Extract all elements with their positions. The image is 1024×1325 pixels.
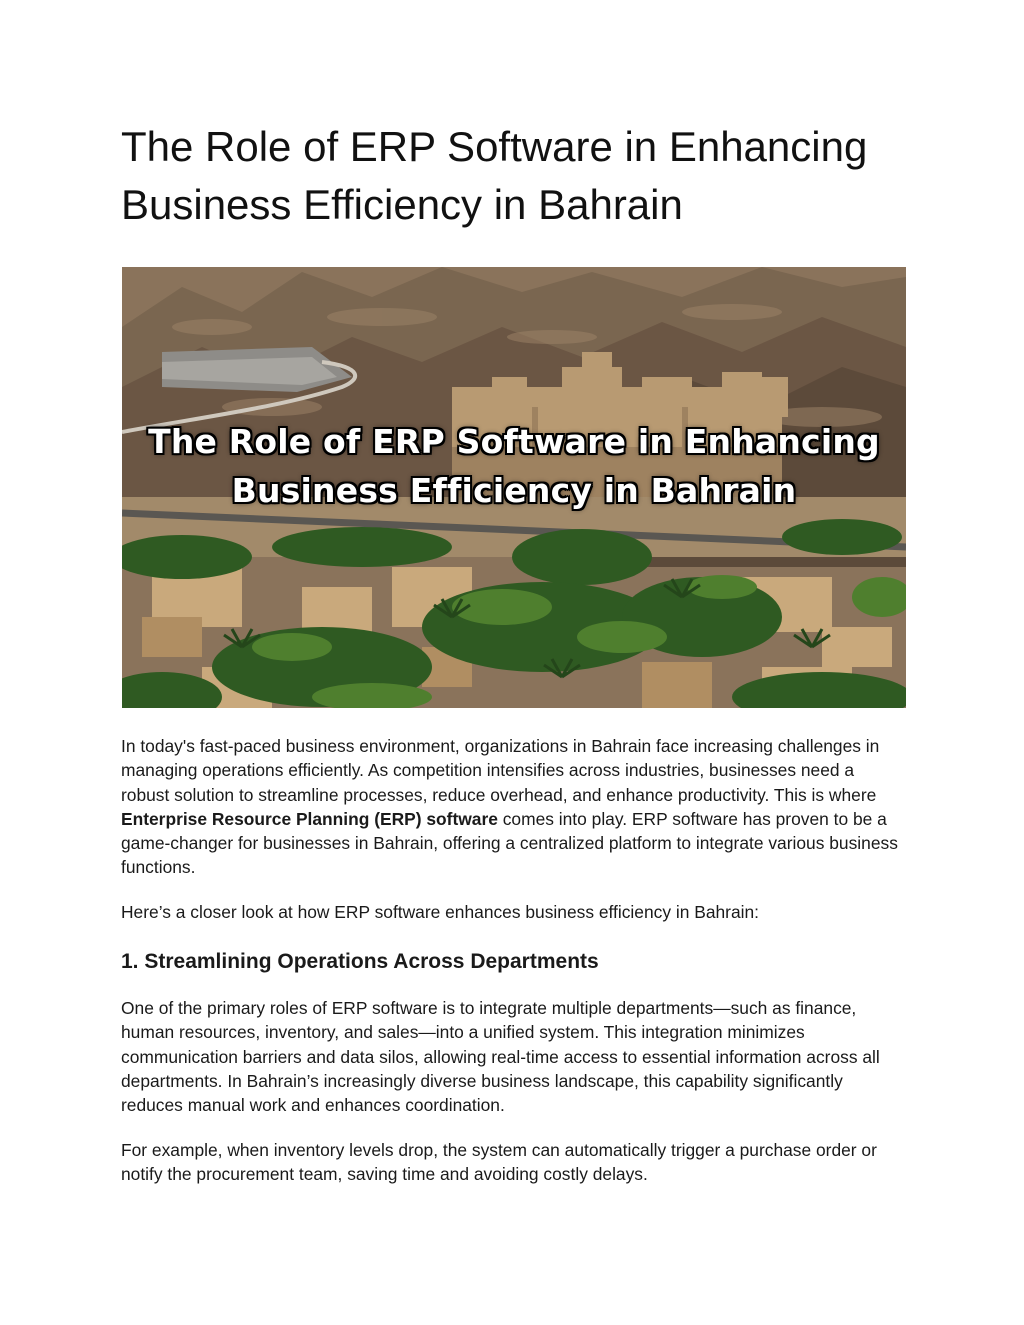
intro-text-before: In today's fast-paced business environment, organizations in Bahrain face increasing challenges in managing operations efficiently. As competition intensifies across industries, businesses need a robust solution to streamline processes, reduce overhead, and enhance productivity. This is where (121, 736, 880, 805)
lead-in-paragraph: Here’s a closer look at how ERP software enhances business efficiency in Bahrain: (121, 902, 760, 922)
section-1-paragraph-1: One of the primary roles of ERP software is to integrate multiple departments—such as finance, human resources, inventory, and sales—into a unified system. This integration minimizes communication barriers and data silos, allowing real-time access to essential information across all departments. In Bahrain’s increasingly diverse business landscape, this capability significantly reduces manual work and enhances coordination. (121, 998, 880, 1116)
hero-caption-line-1: The Role of ERP Software in Enhancing (148, 422, 880, 461)
intro-paragraph (121, 734, 907, 880)
section-1-heading: 1. Streamlining Operations Across Departments (121, 950, 599, 973)
hero-image (122, 267, 906, 708)
hero-caption-line-2: Business Efficiency in Bahrain (231, 471, 797, 510)
page-title: The Role of ERP Software in Enhancing Business Efficiency in Bahrain (121, 123, 868, 228)
intro-text-after: comes into play. ERP software has proven to be a game-changer for businesses in Bahrain, offering a centralized platform to integrate various business functions. (121, 808, 898, 878)
section-1-paragraph-2: For example, when inventory levels drop, the system can automatically trigger a purchase order or notify the procurement team, saving time and avoiding costly delays. (121, 1140, 877, 1185)
intro-bold-term: Enterprise Resource Planning (ERP) software (121, 808, 498, 829)
hero-caption (122, 417, 906, 515)
